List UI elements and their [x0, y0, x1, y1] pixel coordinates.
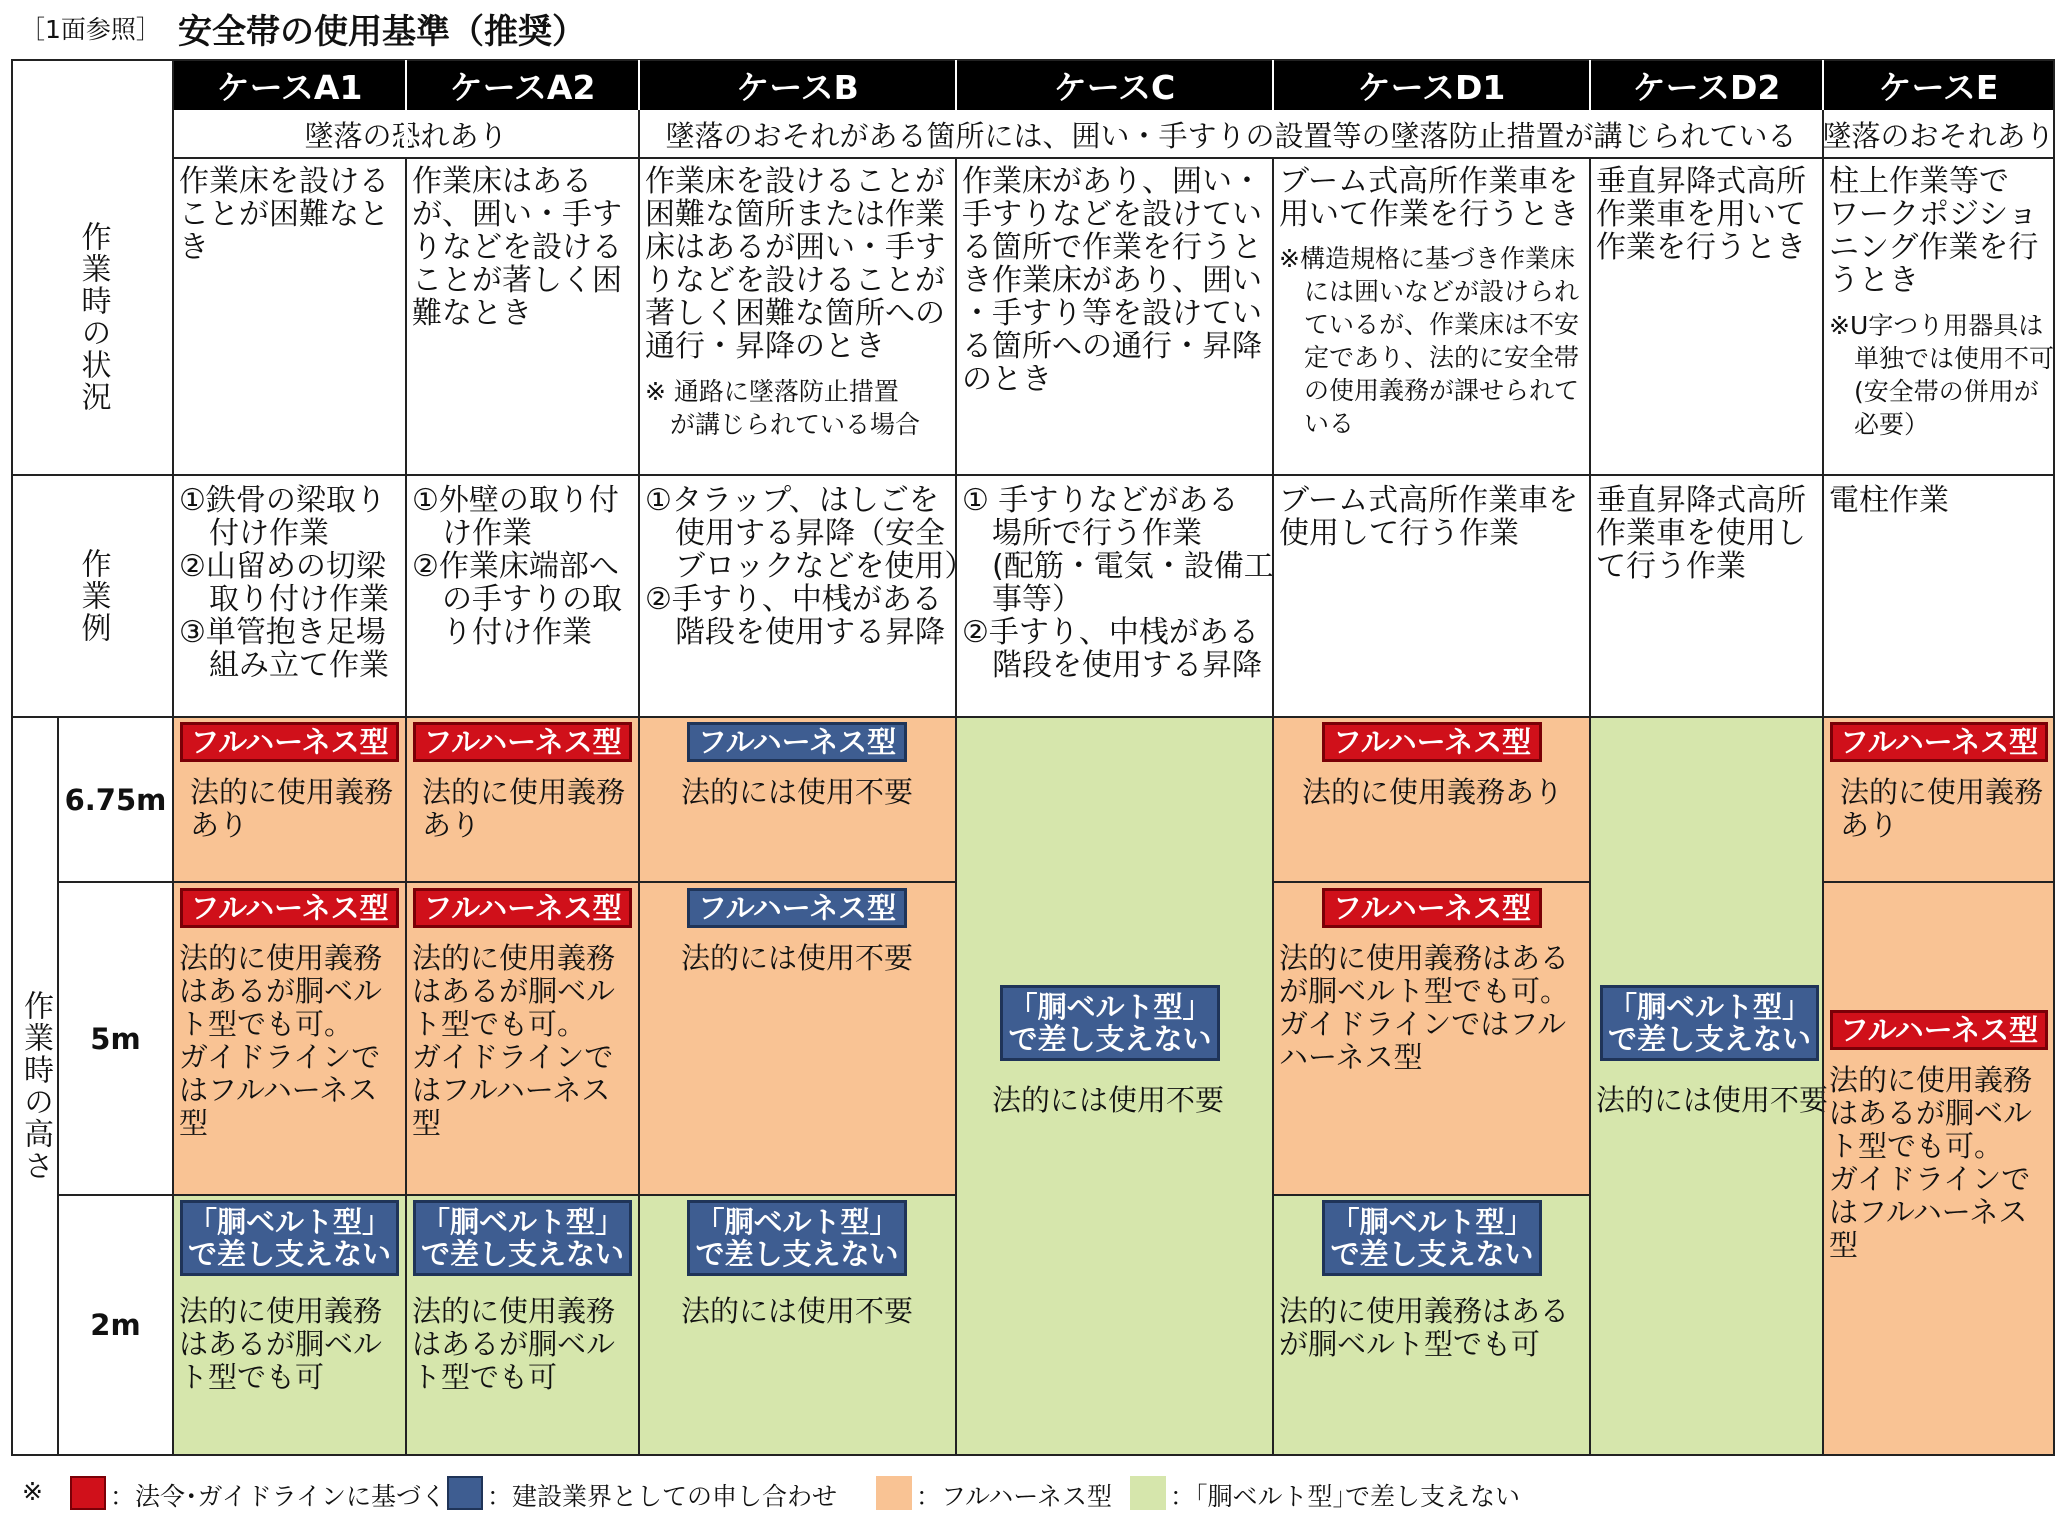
legend-swatch-blue [447, 1476, 483, 1510]
badge-belt-ok: 「胴ベルト型」 で差し支えない [1600, 985, 1819, 1061]
situation-c: 作業床があり、囲い・ 手すりなどを設けてい る箇所で作業を行うと き作業床があり、囲い ・手すり等を設けてい る箇所への通行・昇降 のとき [962, 164, 1262, 397]
height-label-675: 6.75m [64, 782, 167, 817]
situation-b: 作業床を設けることが 困難な箇所または作業 床はあるが囲い・手す りなどを設けることが 著しく困難な箇所への 通行・昇降のとき [645, 164, 945, 364]
badge-full-harness: フルハーネス型 [180, 722, 399, 762]
situation-d2: 垂直昇降式高所 作業車を用いて 作業を行うとき [1596, 164, 1806, 265]
situation-d1: ブーム式高所作業車を 用いて作業を行うとき [1279, 164, 1579, 232]
text-d1-6m: 法的に使用義務あり [1302, 775, 1564, 809]
text-a2-5m: 法的に使用義務 はあるが胴ベル ト型でも可。 ガイドラインで はフルハーネス 型 [412, 941, 616, 1140]
legend-swatch-orange [876, 1476, 912, 1510]
badge-full-harness: フルハーネス型 [1322, 722, 1542, 762]
situation-e: 柱上作業等で ワークポジショ ニング作業を行 うとき [1829, 164, 2039, 298]
badge-full-harness: フルハーネス型 [1322, 888, 1542, 928]
situation-e-note: ※U字つり用器具は 単独では使用不可 (安全帯の併用が 必要） [1829, 311, 2055, 439]
case-header-d1: ケースD1 [1273, 60, 1590, 110]
legend-swatch-green [1130, 1476, 1166, 1510]
legend-label-green: ：｢胴ベルト型｣で差し支えない [1170, 1482, 1521, 1511]
text-d2: 法的には使用不要 [1596, 1083, 1829, 1117]
situation-a1: 作業床を設ける ことが困難なと き [179, 164, 389, 265]
badge-belt-ok: 「胴ベルト型」 で差し支えない [413, 1200, 632, 1276]
situation-d1-note: ※構造規格に基づき作業床 には囲いなどが設けられ ているが、作業床は不安 定であり、法的に安全帯 の使用義務が課せられて いる [1279, 244, 1580, 438]
example-d1: ブーム式高所作業車を 使用して行う作業 [1279, 483, 1579, 551]
text-d1-5m: 法的に使用義務はある が胴ベルト型でも可。 ガイドラインではフル ハーネス型 [1279, 941, 1570, 1074]
badge-full-harness: フルハーネス型 [1830, 1010, 2048, 1050]
row-label-example: 作業例 [75, 548, 111, 644]
row-label-situation: 作業時の状況 [75, 220, 111, 413]
example-b: ①タラップ、はしごを 使用する昇降（安全 ブロックなどを使用） ②手すり、中桟がある 階段を使用する昇降 [645, 483, 975, 650]
example-e: 電柱作業 [1829, 483, 1949, 518]
text-d1-2m: 法的に使用義務はある が胴ベルト型でも可 [1279, 1294, 1570, 1361]
height-label-2: 2m [90, 1308, 141, 1342]
case-header-d2: ケースD2 [1590, 60, 1823, 110]
case-header-c: ケースC [956, 60, 1273, 110]
height-label-5: 5m [90, 1021, 141, 1056]
badge-full-harness: フルハーネス型 [687, 888, 907, 928]
risk-e: 墜落のおそれあり [1822, 118, 2055, 153]
text-a1-6m: 法的に使用義務 あり [190, 775, 394, 842]
text-a2-2m: 法的に使用義務 はあるが胴ベル ト型でも可 [412, 1294, 616, 1394]
badge-full-harness: フルハーネス型 [687, 722, 907, 762]
situation-a2: 作業床はある が、囲い・手す りなどを設ける ことが著しく困 難なとき [412, 164, 622, 331]
legend-label-blue: ：建設業界としての申し合わせ [487, 1482, 838, 1511]
legend-swatch-red [70, 1476, 106, 1510]
legend-label-orange: ：フルハーネス型 [916, 1482, 1113, 1511]
text-c: 法的には使用不要 [992, 1083, 1225, 1117]
row-label-height: 作業時の高さ [18, 990, 53, 1182]
text-e-low: 法的に使用義務 はあるが胴ベル ト型でも可。 ガイドラインで はフルハーネス 型 [1829, 1063, 2033, 1262]
legend-mark: ※ [22, 1477, 43, 1506]
case-header-e: ケースE [1823, 60, 2054, 110]
case-header-b: ケースB [639, 60, 956, 110]
text-b-5m: 法的には使用不要 [681, 941, 914, 975]
case-header-a2: ケースA2 [406, 60, 639, 110]
text-b-2m: 法的には使用不要 [681, 1294, 914, 1328]
badge-belt-ok: 「胴ベルト型」 で差し支えない [1000, 985, 1220, 1061]
badge-belt-ok: 「胴ベルト型」 で差し支えない [180, 1200, 399, 1276]
text-e-6m: 法的に使用義務 あり [1840, 775, 2044, 842]
text-a1-5m: 法的に使用義務 はあるが胴ベル ト型でも可。 ガイドラインで はフルハーネス 型 [179, 941, 383, 1140]
situation-b-note: ※ 通路に墜落防止措置 が講じられている場合 [645, 377, 921, 439]
legend-label-red: ：法令･ガイドラインに基づく [110, 1482, 447, 1511]
badge-belt-ok: 「胴ベルト型」 で差し支えない [1322, 1200, 1542, 1276]
page-title: 安全帯の使用基準（推奨） [178, 12, 586, 52]
reference-label: ［1面参照］ [20, 15, 161, 44]
example-d2: 垂直昇降式高所 作業車を使用し て行う作業 [1596, 483, 1806, 584]
example-c: ① 手すりなどがある 場所で行う作業 (配筋・電気・設備工 事等） ②手すり、中桟がある 階段を使用する昇降 [962, 483, 1274, 683]
badge-full-harness: フルハーネス型 [413, 722, 632, 762]
example-a1: ①鉄骨の梁取り 付け作業 ②山留めの切梁 取り付け作業 ③単管抱き足場 組み立て作業 [179, 483, 389, 683]
example-a2: ①外壁の取り付 け作業 ②作業床端部へ の手すりの取 り付け作業 [412, 483, 622, 650]
text-a1-2m: 法的に使用義務 はあるが胴ベル ト型でも可 [179, 1294, 383, 1394]
badge-belt-ok: 「胴ベルト型」 で差し支えない [687, 1200, 907, 1276]
badge-full-harness: フルハーネス型 [180, 888, 399, 928]
risk-a: 墜落の恐れあり [304, 118, 508, 153]
badge-full-harness: フルハーネス型 [413, 888, 632, 928]
text-a2-6m: 法的に使用義務 あり [422, 775, 626, 842]
case-header-a1: ケースA1 [173, 60, 406, 110]
risk-bcd: 墜落のおそれがある箇所には、囲い・手すりの設置等の墜落防止措置が講じられている [665, 118, 1797, 153]
text-b-6m: 法的には使用不要 [681, 775, 914, 809]
badge-full-harness: フルハーネス型 [1830, 722, 2048, 762]
